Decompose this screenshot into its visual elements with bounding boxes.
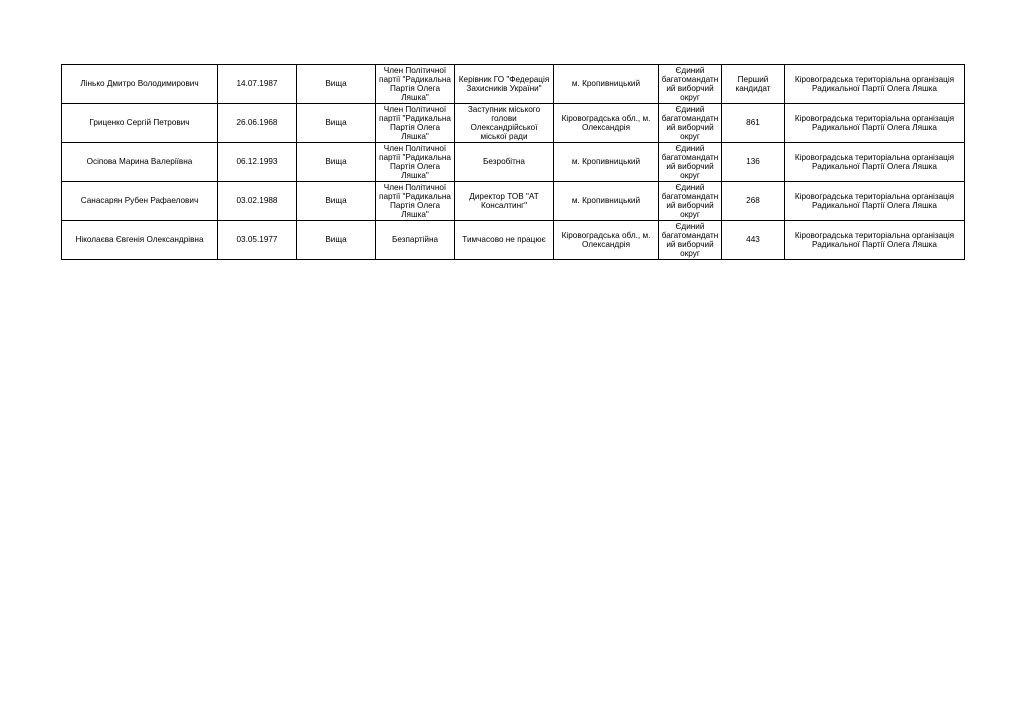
occupation-cell: Заступник міського голови Олександрійської міської ради bbox=[455, 104, 554, 143]
party-membership-cell: Член Політичної партії "Радикальна Партія Олега Ляшка" bbox=[376, 104, 455, 143]
birth-date-cell: 26.06.1968 bbox=[218, 104, 297, 143]
education-cell: Вища bbox=[297, 221, 376, 260]
residence-cell: м. Кропивницький bbox=[554, 143, 659, 182]
electoral-district-cell: Єдиний багатомандатний виборчий округ bbox=[659, 221, 722, 260]
nominating-organization-cell: Кіровоградська територіальна організація Радикальної Партії Олега Ляшка bbox=[785, 65, 965, 104]
party-membership-cell: Безпартійна bbox=[376, 221, 455, 260]
table-row bbox=[62, 104, 965, 143]
candidate-number-cell: 268 bbox=[722, 182, 785, 221]
candidate-name-cell: Осіпова Марина Валеріївна bbox=[62, 143, 218, 182]
candidate-name-cell: Санасарян Рубен Рафаелович bbox=[62, 182, 218, 221]
candidate-name-cell: Гриценко Сергій Петрович bbox=[62, 104, 218, 143]
birth-date-cell: 03.05.1977 bbox=[218, 221, 297, 260]
table-row bbox=[62, 143, 965, 182]
occupation-cell: Керівник ГО "Федерація Захисників України" bbox=[455, 65, 554, 104]
education-cell: Вища bbox=[297, 104, 376, 143]
nominating-organization-cell: Кіровоградська територіальна організація Радикальної Партії Олега Ляшка bbox=[785, 104, 965, 143]
party-membership-cell: Член Політичної партії "Радикальна Партія Олега Ляшка" bbox=[376, 143, 455, 182]
education-cell: Вища bbox=[297, 143, 376, 182]
residence-cell: Кіровоградська обл., м. Олександрія bbox=[554, 104, 659, 143]
residence-cell: м. Кропивницький bbox=[554, 182, 659, 221]
table-row bbox=[62, 221, 965, 260]
electoral-district-cell: Єдиний багатомандатний виборчий округ bbox=[659, 143, 722, 182]
occupation-cell: Директор ТОВ "АТ Консалтинг" bbox=[455, 182, 554, 221]
candidate-name-cell: Лінько Дмитро Володимирович bbox=[62, 65, 218, 104]
education-cell: Вища bbox=[297, 65, 376, 104]
candidate-number-cell: 136 bbox=[722, 143, 785, 182]
candidate-number-cell: Перший кандидат bbox=[722, 65, 785, 104]
electoral-district-cell: Єдиний багатомандатний виборчий округ bbox=[659, 65, 722, 104]
table-row bbox=[62, 65, 965, 104]
occupation-cell: Безробітна bbox=[455, 143, 554, 182]
birth-date-cell: 14.07.1987 bbox=[218, 65, 297, 104]
nominating-organization-cell: Кіровоградська територіальна організація Радикальної Партії Олега Ляшка bbox=[785, 143, 965, 182]
birth-date-cell: 06.12.1993 bbox=[218, 143, 297, 182]
nominating-organization-cell: Кіровоградська територіальна організація Радикальної Партії Олега Ляшка bbox=[785, 182, 965, 221]
residence-cell: Кіровоградська обл., м. Олександрія bbox=[554, 221, 659, 260]
candidates-table bbox=[61, 64, 965, 260]
candidate-number-cell: 443 bbox=[722, 221, 785, 260]
party-membership-cell: Член Політичної партії "Радикальна Партія Олега Ляшка" bbox=[376, 65, 455, 104]
electoral-district-cell: Єдиний багатомандатний виборчий округ bbox=[659, 104, 722, 143]
table-row bbox=[62, 182, 965, 221]
occupation-cell: Тимчасово не працює bbox=[455, 221, 554, 260]
party-membership-cell: Член Політичної партії "Радикальна Партія Олега Ляшка" bbox=[376, 182, 455, 221]
birth-date-cell: 03.02.1988 bbox=[218, 182, 297, 221]
education-cell: Вища bbox=[297, 182, 376, 221]
candidate-name-cell: Ніколаєва Євгенія Олександрівна bbox=[62, 221, 218, 260]
electoral-district-cell: Єдиний багатомандатний виборчий округ bbox=[659, 182, 722, 221]
nominating-organization-cell: Кіровоградська територіальна організація Радикальної Партії Олега Ляшка bbox=[785, 221, 965, 260]
candidate-number-cell: 861 bbox=[722, 104, 785, 143]
residence-cell: м. Кропивницький bbox=[554, 65, 659, 104]
